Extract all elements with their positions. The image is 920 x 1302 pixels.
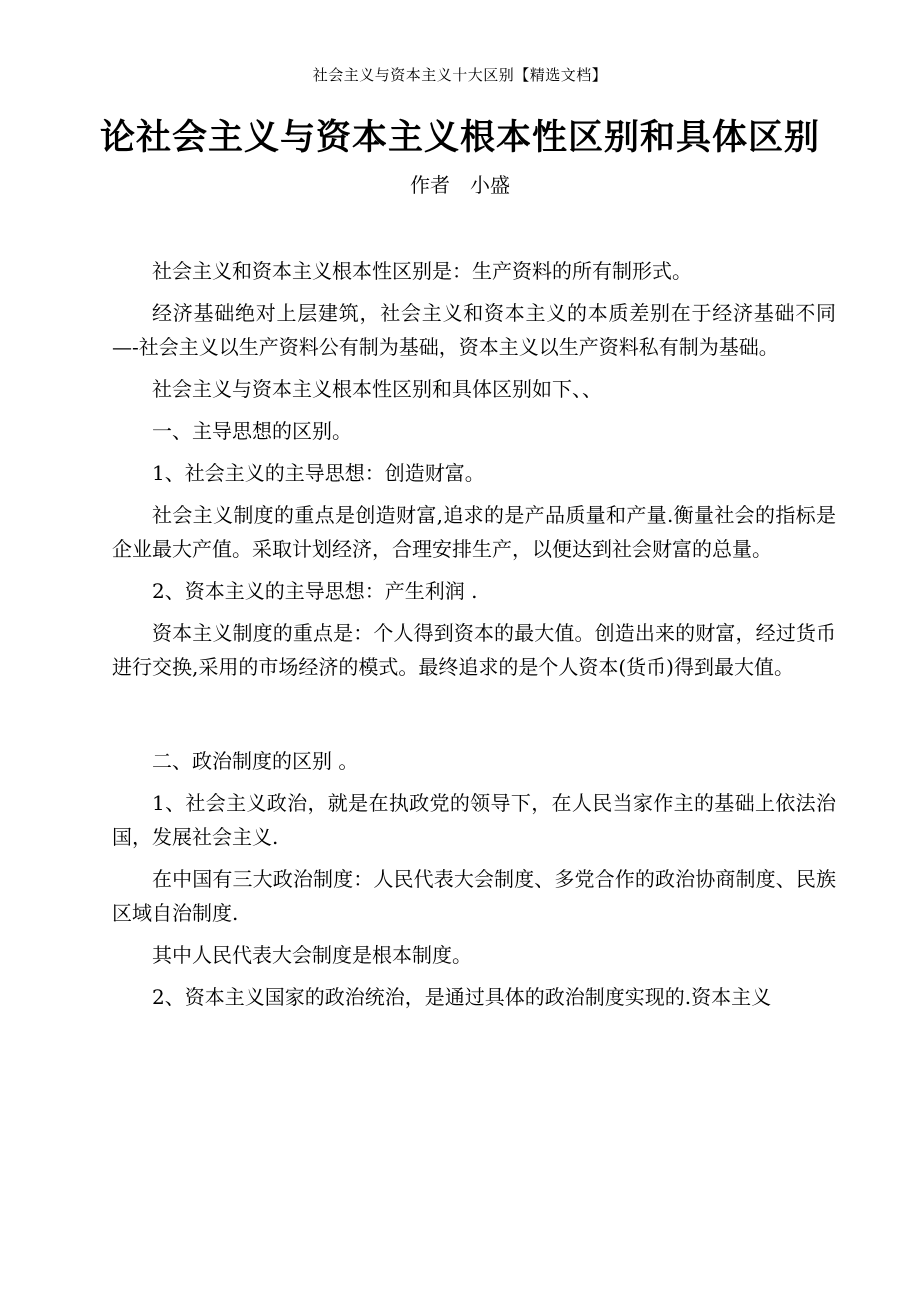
paragraph: 经济基础绝对上层建筑，社会主义和资本主义的本质差别在于经济基础不同—-社会主义以生产资料公有制为基础，资本主义以生产资料私有制为基础。 — [112, 301, 836, 359]
paragraph: 在中国有三大政治制度：人民代表大会制度、多党合作的政治协商制度、民族区域自治制度. — [112, 867, 836, 925]
paragraph: 社会主义和资本主义根本性区别是：生产资料的所有制形式。 — [152, 259, 692, 283]
document-body — [112, 254, 836, 1022]
subsection-heading: 1、社会主义的主导思想：创造财富。 — [152, 461, 485, 485]
section-heading: 二、政治制度的区别 。 — [152, 749, 359, 773]
document-title: 论社会主义与资本主义根本性区别和具体区别 — [99, 117, 820, 158]
paragraph: 社会主义与资本主义根本性区别和具体区别如下、、 — [152, 377, 602, 401]
document-author: 作者 小盛 — [410, 173, 510, 197]
paragraph: 1、社会主义政治，就是在执政党的领导下，在人民当家作主的基础上依法治国，发展社会主义. — [112, 791, 836, 849]
subsection-heading: 2、资本主义的主导思想：产生利润 . — [152, 579, 478, 603]
paragraph: 2、资本主义国家的政治统治，是通过具体的政治制度实现的.资本主义 — [152, 985, 772, 1009]
paragraph: 其中人民代表大会制度是根本制度。 — [152, 943, 472, 967]
section-heading: 一、主导思想的区别。 — [152, 419, 352, 443]
paragraph: 资本主义制度的重点是：个人得到资本的最大值。创造出来的财富，经过货币进行交换,采用的市场经济的模式。最终追求的是个人资本(货币)得到最大值。 — [112, 621, 836, 679]
paragraph: 社会主义制度的重点是创造财富,追求的是产品质量和产量.衡量社会的指标是企业最大产值。采取计划经济，合理安排生产，以便达到社会财富的总量。 — [112, 503, 836, 561]
running-header: 社会主义与资本主义十大区别【精选文档】 — [312, 66, 608, 84]
